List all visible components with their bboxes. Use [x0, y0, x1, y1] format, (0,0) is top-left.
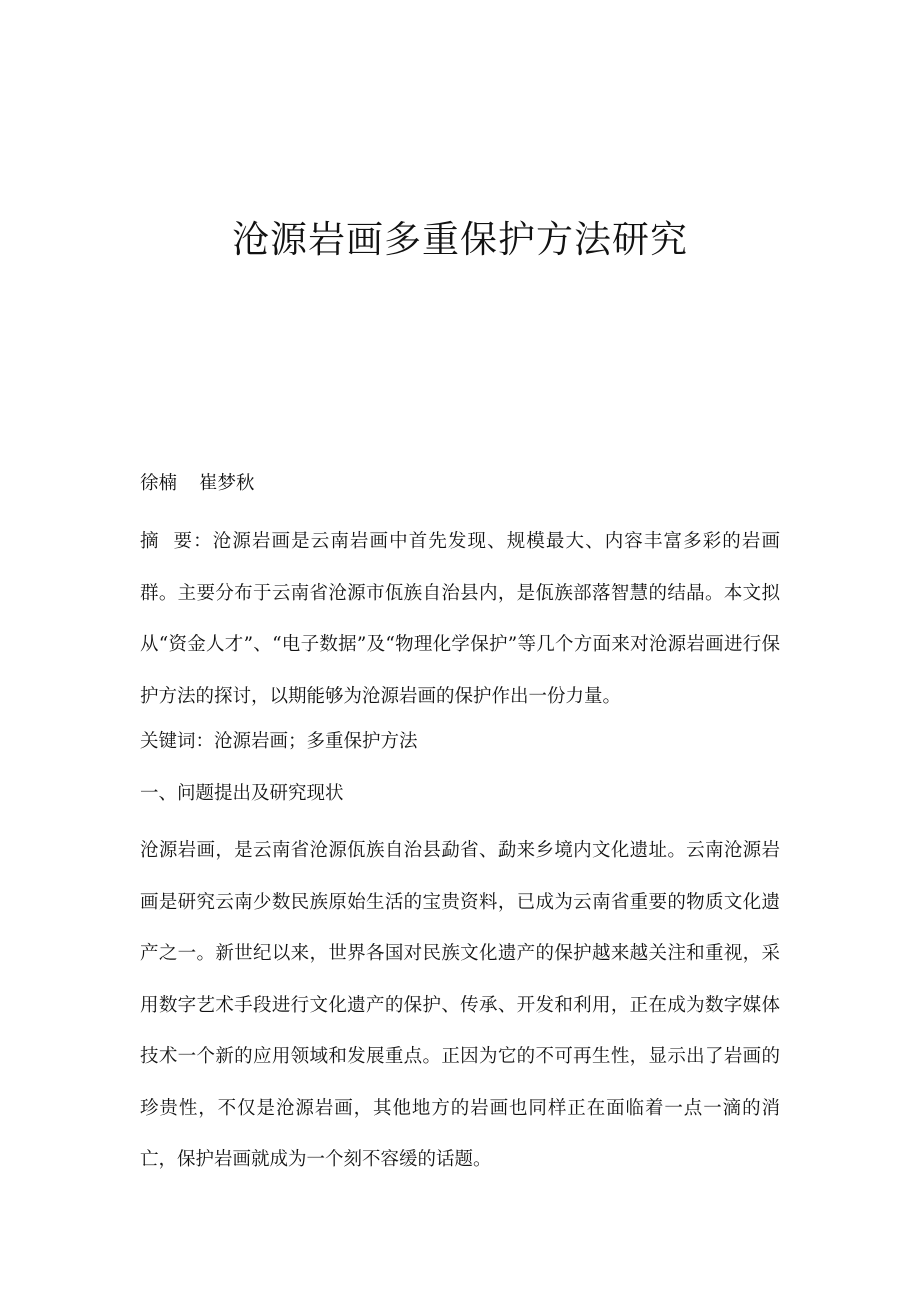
document-title: 沧源岩画多重保护方法研究	[232, 218, 688, 261]
author-name-2: 崔梦秋	[199, 473, 255, 494]
abstract-text: 沧源岩画是云南岩画中首先发现、规模最大、内容丰富多彩的岩画群。主要分布于云南省沧源市佤族自治县内，是佤族部落智慧的结晶。本文拟从“资金人才”、“电子数据”及“物理化学保护”等几个方面来对沧源岩画进行保护方法的探讨，以期能够为沧源岩画的保护作出一份力量。	[140, 531, 780, 707]
keywords-label: 关键词：	[140, 731, 215, 752]
keywords-text: 沧源岩画；多重保护方法	[214, 731, 418, 752]
author-line	[140, 458, 780, 510]
section-heading: 一、问题提出及研究现状	[140, 783, 344, 804]
keywords-line	[140, 716, 780, 768]
body-paragraph: 沧源岩画，是云南省沧源佤族自治县勐省、勐来乡境内文化遗址。云南沧源岩画是研究云南少数民族原始生活的宝贵资料，已成为云南省重要的物质文化遗产之一。新世纪以来，世界各国对民族文化遗产的保护越来越关注和重视，采用数字艺术手段进行文化遗产的保护、传承、开发和利用，正在成为数字媒体技术一个新的应用领域和发展重点。正因为它的不可再生性，显示出了岩画的珍贵性，不仅是沧源岩画，其他地方的岩画也同样正在面临着一点一滴的消亡，保护岩画就成为一个刻不容缓的话题。	[140, 840, 780, 1170]
abstract-paragraph	[140, 516, 780, 722]
abstract-label: 摘 要：	[140, 531, 213, 552]
author-name-1: 徐楠	[140, 473, 178, 494]
